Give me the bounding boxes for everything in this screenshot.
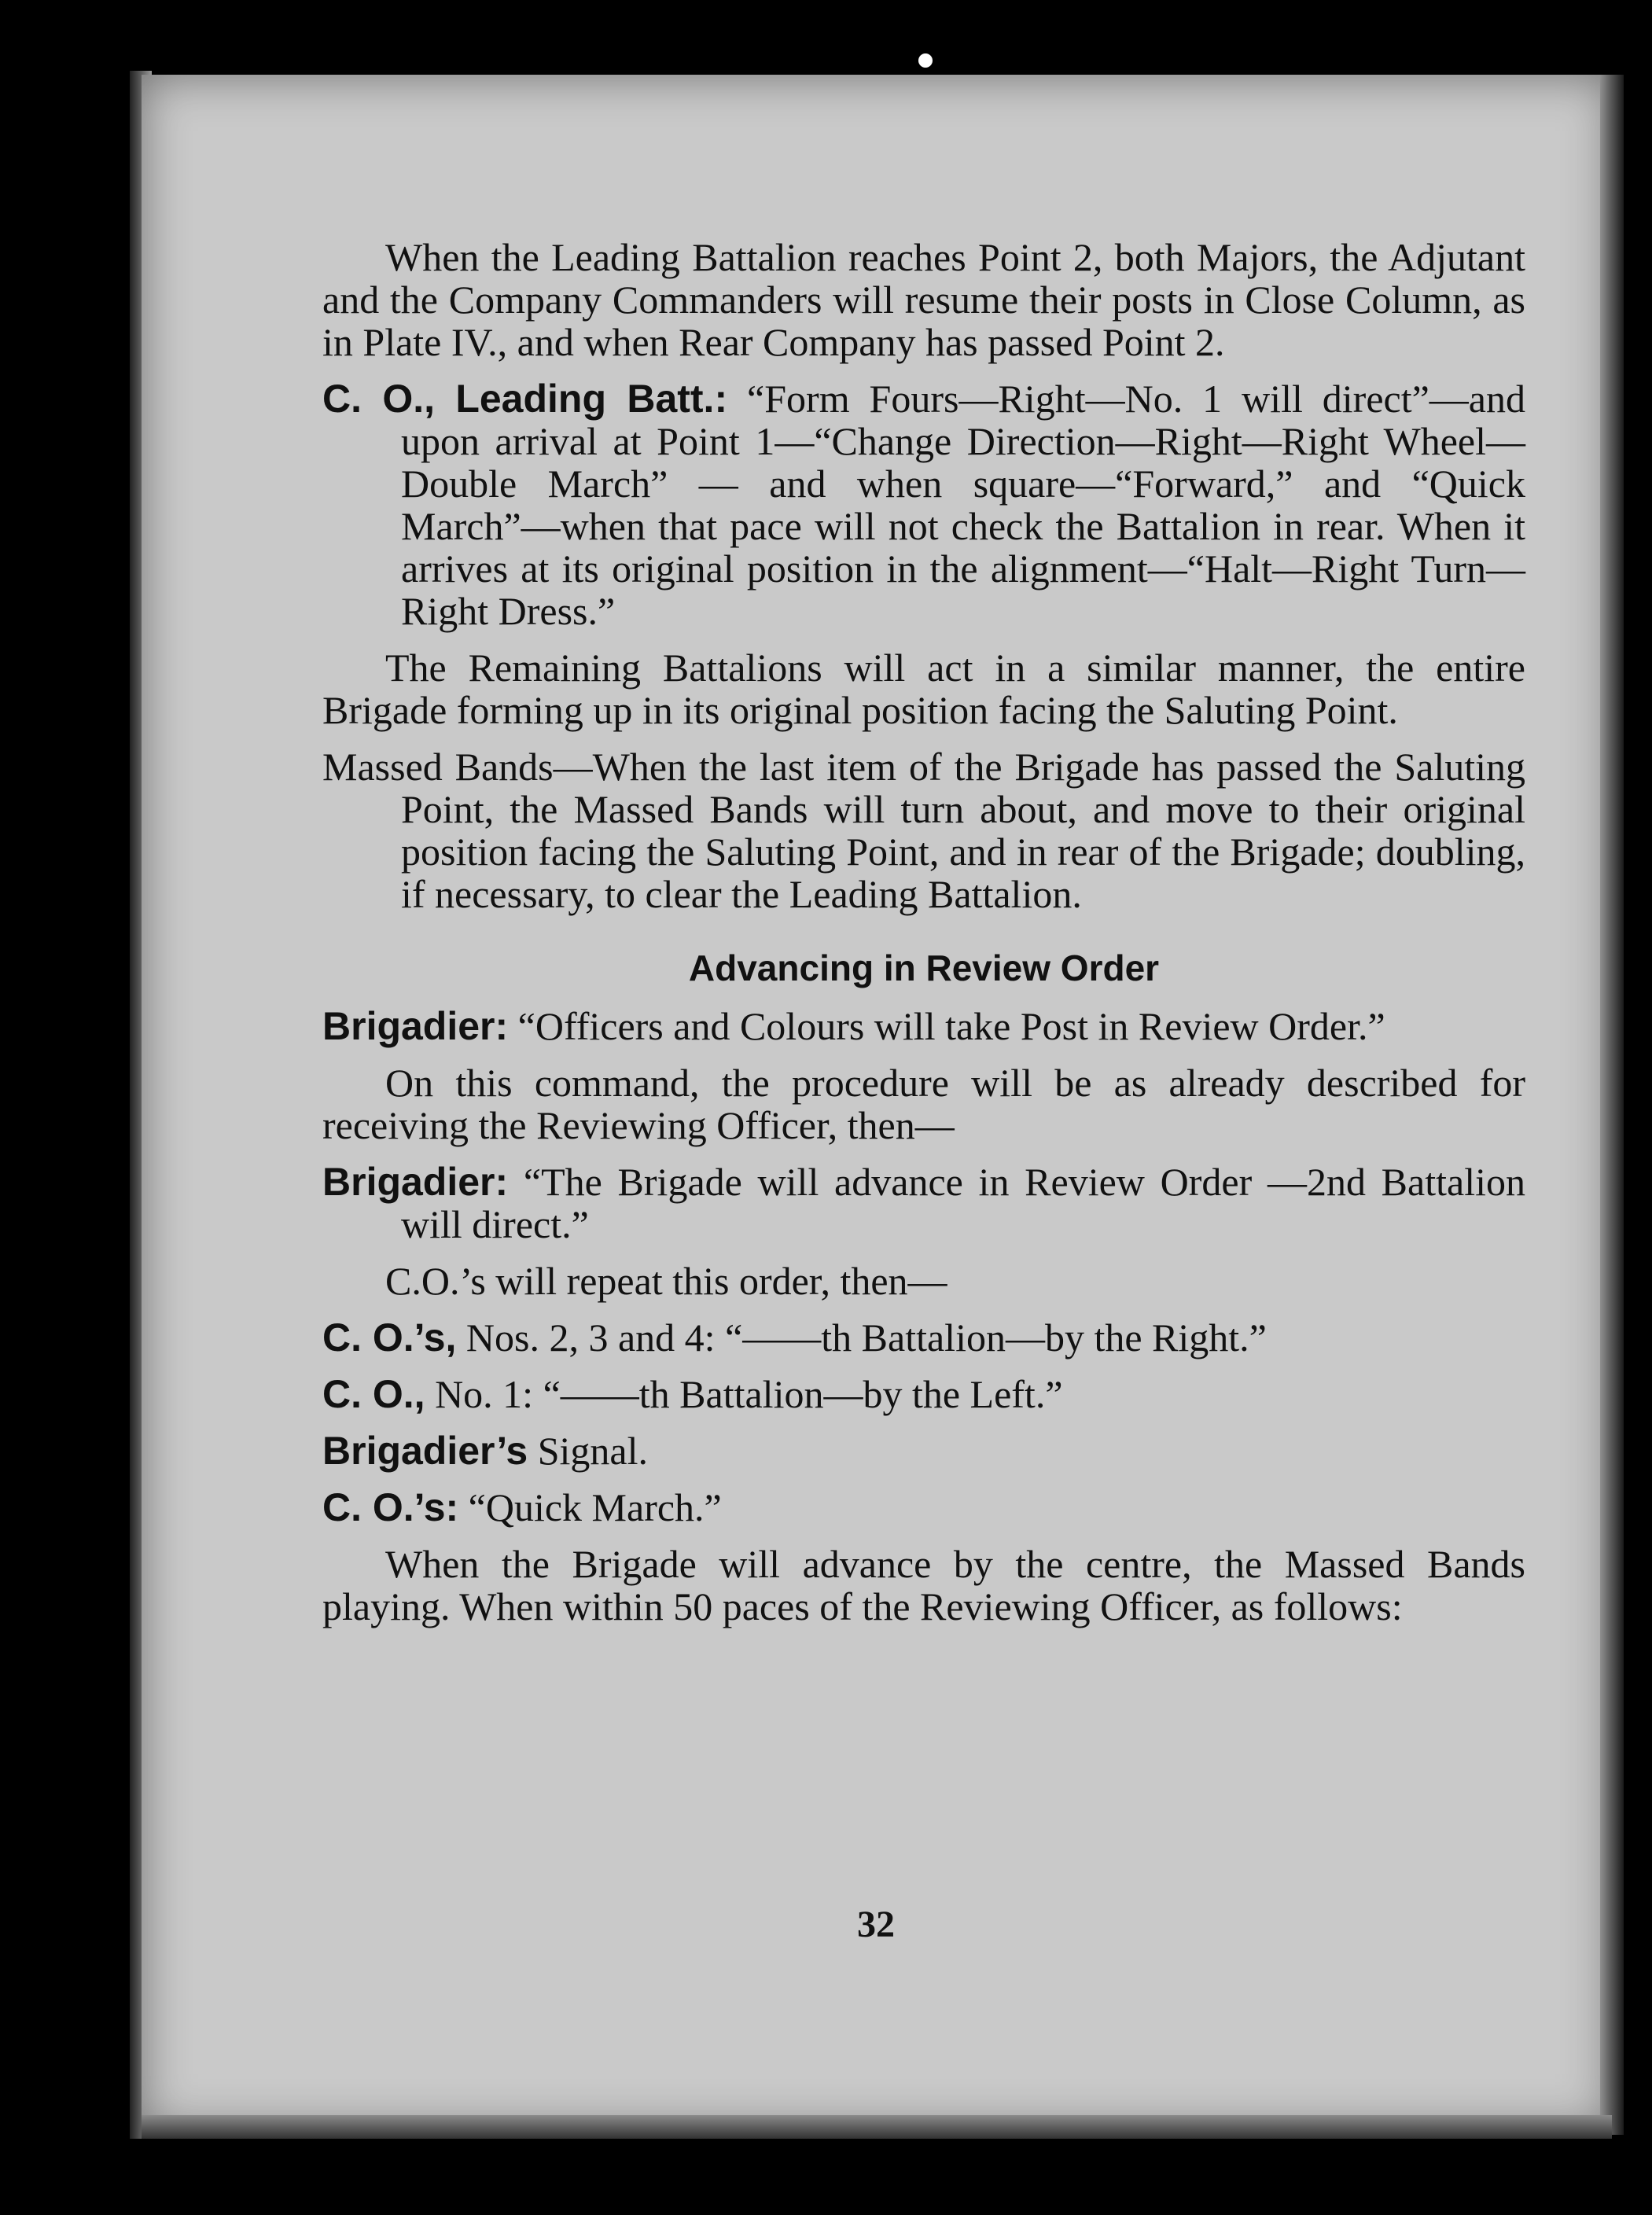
command-lead: Brigadier: [322,1160,509,1204]
paragraph-command [322,1161,1525,1245]
paragraph: When the Leading Battalion reaches Point 2, both Majors, the Adjutant and the Company Commanders will resume their posts in Close Column, as in Plate IV., and when Rear Company has passed Point 2. [322,235,1525,364]
command-lead: Brigadier’s [322,1429,528,1473]
command-text: Nos. 2, 3 and 4: “——th Battalion—by the Right.” [456,1315,1267,1360]
command-lead: C. O.’s, [322,1315,457,1360]
command-lead: C. O.’s: [322,1485,459,1529]
page-right-edge [1600,75,1624,2135]
paragraph-command [322,1429,1525,1472]
film-speck [918,53,933,68]
paragraph-command [322,1486,1525,1529]
section-heading: Advancing in Review Order [688,947,1160,988]
paragraph: On this command, the procedure will be as already described for receiving the Reviewing Officer, then— [322,1061,1525,1147]
command-lead: C. O., Leading Batt.: [322,377,728,421]
command-text: “Quick March.” [458,1485,722,1529]
page-number: 32 [857,1904,895,1945]
paragraph: When the Brigade will advance by the centre, the Massed Bands playing. When within 50 paces of the Reviewing Officer, as follows: [322,1542,1525,1628]
paragraph-command [322,1316,1525,1359]
command-text: “Form Fours—Right—No. 1 will direct”—and upon arrival at Point 1—“Change Direction—Right—Right Wheel—Double March” — and when square—“Forward,” and “Quick March”—when that pace will not check the Battalion in rear. When it arrives at its original position in the alignment—“Halt—Right Turn—Right Dress.” [401,377,1525,633]
page-bottom-edge [142,2115,1612,2139]
paragraph: C.O.’s will repeat this order, then— [385,1259,947,1303]
command-lead: Brigadier: [322,1004,509,1048]
command-text: Signal. [528,1429,649,1473]
paragraph-command [322,1005,1525,1047]
command-text: No. 1: “——th Battalion—by the Left.” [425,1372,1063,1416]
command-lead: C. O., [322,1372,425,1416]
command-text: “The Brigade will advance in Review Order —2nd Battalion will direct.” [401,1160,1525,1246]
paragraph-command [322,1373,1525,1415]
paragraph: The Remaining Battalions will act in a similar manner, the entire Brigade forming up in its original position facing the Saluting Point. [322,646,1525,732]
page-body-text [322,236,1525,1642]
command-text: “Officers and Colours will take Post in Review Order.” [508,1004,1385,1048]
paragraph-massed-bands: Massed Bands—When the last item of the Brigade has passed the Saluting Point, the Massed Bands will turn about, and move to their original position facing the Saluting Point, and in rear of the Brigade; doubling, if necessary, to clear the Leading Battalion. [322,745,1525,916]
paragraph-command [322,377,1525,633]
